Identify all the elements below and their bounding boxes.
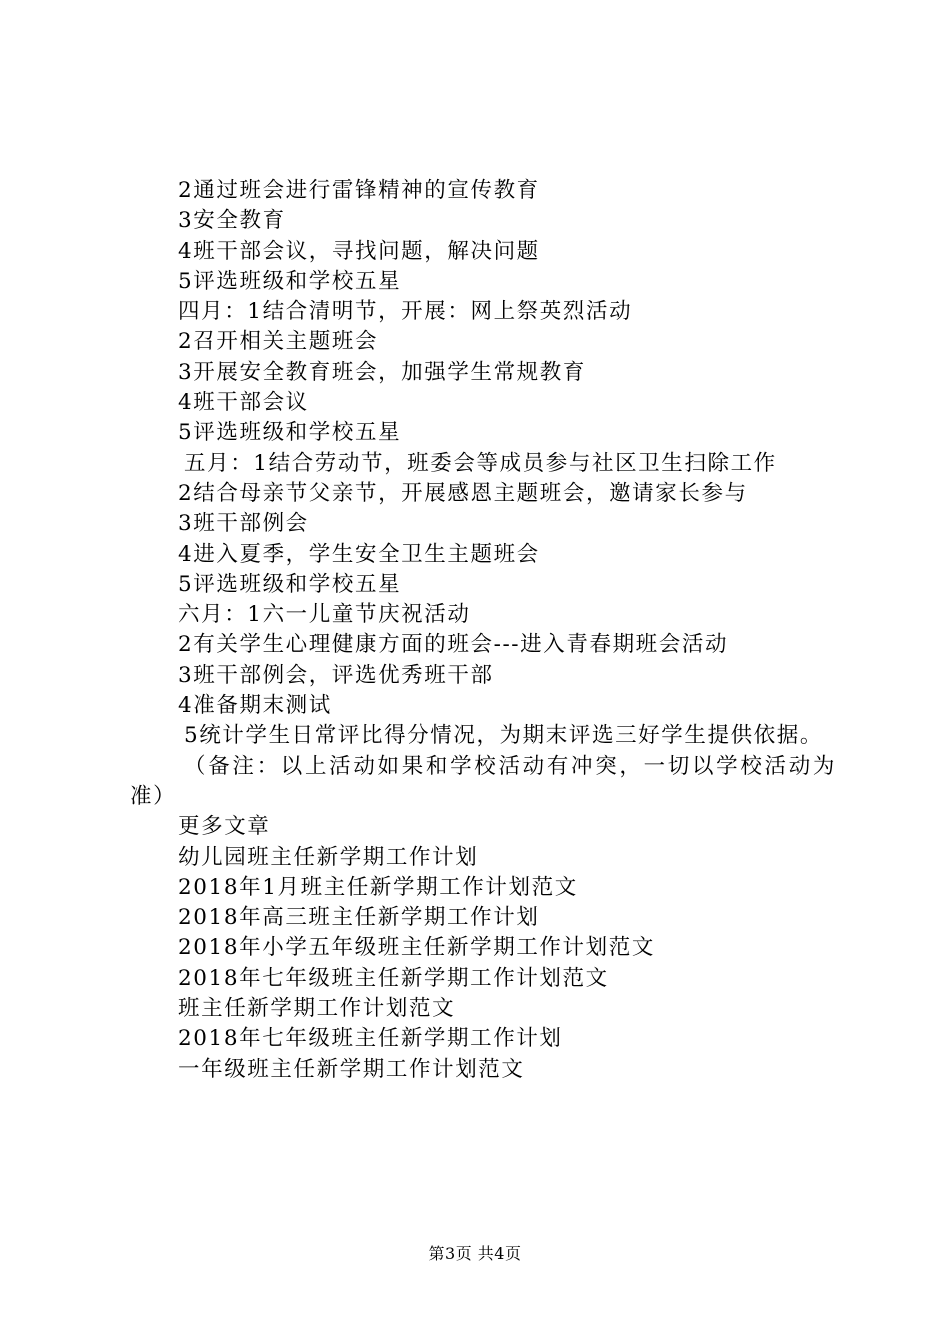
text-line: 3班干部例会 xyxy=(178,511,309,537)
article-link[interactable]: 幼儿园班主任新学期工作计划 xyxy=(178,844,479,870)
text-line: 5评选班级和学校五星 xyxy=(178,571,402,597)
text-line: 4班干部会议 xyxy=(178,390,309,416)
article-link[interactable]: 一年级班主任新学期工作计划范文 xyxy=(178,1056,525,1082)
document-body xyxy=(130,176,836,1085)
article-link[interactable]: 班主任新学期工作计划范文 xyxy=(178,996,456,1022)
article-link[interactable]: 2018年1月班主任新学期工作计划范文 xyxy=(178,874,578,900)
text-line: 4班干部会议，寻找问题，解决问题 xyxy=(178,238,540,264)
text-line: 5评选班级和学校五星 xyxy=(178,268,402,294)
article-link[interactable]: 2018年七年级班主任新学期工作计划 xyxy=(178,1026,563,1052)
text-line: 2通过班会进行雷锋精神的宣传教育 xyxy=(178,178,540,203)
text-line: 2结合母亲节父亲节，开展感恩主题班会，邀请家长参与 xyxy=(178,480,748,506)
text-line-june: 六月：1六一儿童节庆祝活动 xyxy=(178,602,471,628)
text-line: 2有关学生心理健康方面的班会---进入青春期班会活动 xyxy=(178,632,729,658)
text-line: 4进入夏季，学生安全卫生主题班会 xyxy=(178,541,540,567)
text-line-april: 四月：1结合清明节，开展：网上祭英烈活动 xyxy=(178,299,633,325)
text-line: 3开展安全教育班会，加强学生常规教育 xyxy=(178,359,586,385)
article-link[interactable]: 2018年高三班主任新学期工作计划 xyxy=(178,905,540,931)
article-link[interactable]: 2018年七年级班主任新学期工作计划范文 xyxy=(178,965,609,991)
text-line: 2召开相关主题班会 xyxy=(178,329,379,355)
article-link[interactable]: 2018年小学五年级班主任新学期工作计划范文 xyxy=(178,935,655,961)
text-line: 3安全教育 xyxy=(178,208,286,234)
remark-note: （备注：以上活动如果和学校活动有冲突，一切以学校活动为准） xyxy=(130,753,836,809)
text-line-wrapped: 5统计学生日常评比得分情况，为期末评选三好学生提供依据。 xyxy=(184,723,823,749)
text-line: 4准备期末测试 xyxy=(178,693,332,719)
text-line: 3班干部例会，评选优秀班干部 xyxy=(178,662,494,688)
text-line: 5评选班级和学校五星 xyxy=(178,420,402,446)
text-line-may: 五月：1结合劳动节，班委会等成员参与社区卫生扫除工作 xyxy=(184,450,777,476)
more-articles-heading: 更多文章 xyxy=(178,814,271,840)
page-number-footer: 第3页 共4页 xyxy=(428,1244,522,1263)
